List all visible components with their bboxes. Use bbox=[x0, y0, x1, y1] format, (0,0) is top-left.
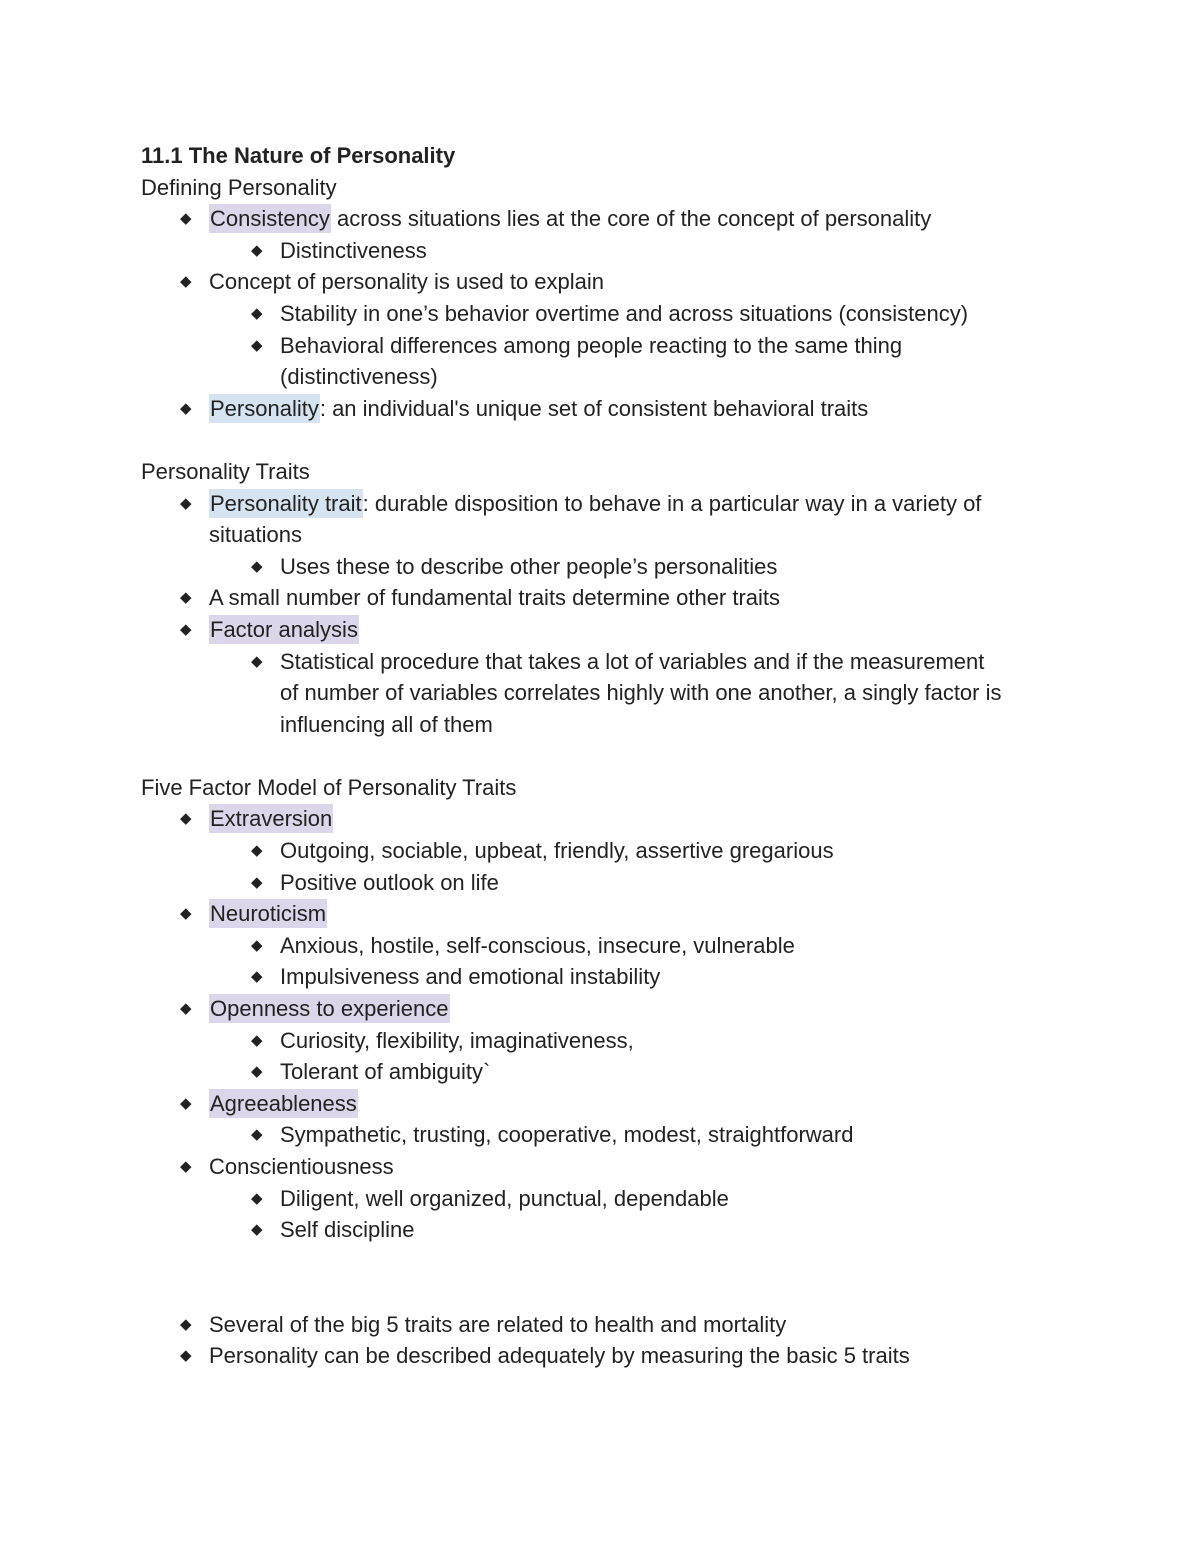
diamond-bullet-icon: ◆ bbox=[251, 968, 263, 986]
list-item bbox=[141, 993, 1101, 1025]
list-item-text: across situations lies at the core of the concept of personality bbox=[330, 206, 932, 232]
sub-list-item-text: Diligent, well organized, punctual, dependable bbox=[280, 1185, 729, 1211]
sub-list-item-continuation: (distinctiveness) bbox=[280, 364, 438, 390]
sub-list-item bbox=[141, 1119, 1101, 1151]
highlighted-term: Factor analysis bbox=[210, 616, 358, 642]
diamond-bullet-icon: ◆ bbox=[180, 1315, 192, 1333]
spacer bbox=[141, 740, 1101, 772]
list-item bbox=[141, 488, 1101, 520]
diamond-bullet-icon: ◆ bbox=[180, 494, 192, 512]
diamond-bullet-icon: ◆ bbox=[180, 620, 192, 638]
sub-list-item bbox=[141, 551, 1101, 583]
sub-list-item-text: Outgoing, sociable, upbeat, friendly, assertive gregarious bbox=[280, 838, 834, 864]
list-item bbox=[141, 614, 1101, 646]
diamond-bullet-icon: ◆ bbox=[180, 589, 192, 607]
diamond-bullet-icon: ◆ bbox=[251, 652, 263, 670]
sub-list-item-text: Positive outlook on life bbox=[280, 869, 499, 895]
diamond-bullet-icon: ◆ bbox=[251, 1031, 263, 1049]
notes-body bbox=[141, 140, 1101, 1372]
sub-list-item-text: Impulsiveness and emotional instability bbox=[280, 964, 661, 990]
sub-list-item bbox=[141, 646, 1101, 678]
sub-list-item bbox=[141, 235, 1101, 267]
diamond-bullet-icon: ◆ bbox=[251, 842, 263, 860]
list-item bbox=[141, 898, 1101, 930]
list-item-text: Conscientiousness bbox=[209, 1154, 394, 1179]
list-item-text: Several of the big 5 traits are related to health and mortality bbox=[209, 1311, 787, 1337]
page-title: 11.1 The Nature of Personality bbox=[141, 143, 456, 168]
highlighted-term: Neuroticism bbox=[210, 901, 327, 927]
list-item bbox=[141, 582, 1101, 614]
sub-list-item-text: Uses these to describe other people’s personalities bbox=[280, 553, 778, 579]
list-item bbox=[141, 1088, 1101, 1120]
sub-list-item-text: Sympathetic, trusting, cooperative, modest, straightforward bbox=[280, 1122, 854, 1148]
sub-list-item bbox=[141, 835, 1101, 867]
highlighted-term: Openness to experience bbox=[210, 996, 449, 1022]
spacer bbox=[141, 1246, 1101, 1309]
sub-list-item-continuation: influencing all of them bbox=[280, 711, 493, 737]
sub-list-item-text: Anxious, hostile, self-conscious, insecure, vulnerable bbox=[280, 932, 795, 958]
sub-list-item bbox=[141, 1025, 1101, 1057]
highlighted-term: Consistency bbox=[210, 206, 330, 232]
sub-list-item bbox=[141, 330, 1101, 362]
list-item bbox=[141, 1151, 1101, 1183]
sub-list-item bbox=[141, 1214, 1101, 1246]
sub-list-item bbox=[141, 298, 1101, 330]
diamond-bullet-icon: ◆ bbox=[180, 399, 192, 417]
list-item-text: : durable disposition to behave in a particular way in a variety of bbox=[362, 490, 982, 516]
diamond-bullet-icon: ◆ bbox=[180, 1094, 192, 1112]
section-heading-personality-traits: Personality Traits bbox=[141, 458, 310, 484]
sub-list-item-text: Curiosity, flexibility, imaginativeness, bbox=[280, 1027, 634, 1053]
sub-list-item-text: Distinctiveness bbox=[280, 237, 427, 263]
sub-list-item bbox=[141, 1056, 1101, 1088]
sub-list-item-text: Self discipline bbox=[280, 1217, 415, 1243]
sub-list-item-continuation: of number of variables correlates highly with one another, a singly factor is bbox=[280, 680, 1002, 706]
list-item-text: A small number of fundamental traits determine other traits bbox=[209, 585, 781, 611]
list-item bbox=[141, 803, 1101, 835]
diamond-bullet-icon: ◆ bbox=[180, 1000, 192, 1018]
list-item bbox=[141, 1309, 1101, 1341]
sub-list-item-text: Stability in one’s behavior overtime and across situations (consistency) bbox=[280, 300, 969, 326]
highlighted-term: Agreeableness bbox=[210, 1090, 357, 1116]
list-item bbox=[141, 393, 1101, 425]
diamond-bullet-icon: ◆ bbox=[180, 273, 192, 291]
diamond-bullet-icon: ◆ bbox=[180, 810, 192, 828]
highlighted-term: Extraversion bbox=[210, 806, 333, 832]
list-item-continuation: situations bbox=[209, 522, 302, 548]
highlighted-term: Personality bbox=[210, 395, 319, 421]
section-heading-defining-personality: Defining Personality bbox=[141, 174, 337, 200]
diamond-bullet-icon: ◆ bbox=[251, 1221, 263, 1239]
sub-list-item-text: Tolerant of ambiguity` bbox=[280, 1059, 491, 1085]
highlighted-term: Personality trait bbox=[210, 490, 362, 516]
spacer bbox=[141, 424, 1101, 456]
list-item-text: Concept of personality is used to explain bbox=[209, 269, 605, 295]
diamond-bullet-icon: ◆ bbox=[251, 557, 263, 575]
diamond-bullet-icon: ◆ bbox=[251, 336, 263, 354]
sub-list-item bbox=[141, 930, 1101, 962]
list-item bbox=[141, 266, 1101, 298]
section-heading-five-factor-model: Five Factor Model of Personality Traits bbox=[141, 774, 517, 800]
diamond-bullet-icon: ◆ bbox=[180, 905, 192, 923]
sub-list-item-text: Statistical procedure that takes a lot of variables and if the measurement bbox=[280, 648, 985, 674]
sub-list-item-text: Behavioral differences among people reacting to the same thing bbox=[280, 332, 903, 358]
diamond-bullet-icon: ◆ bbox=[251, 1063, 263, 1081]
sub-list-item bbox=[141, 1183, 1101, 1215]
diamond-bullet-icon: ◆ bbox=[251, 873, 263, 891]
list-item-text: : an individual's unique set of consistent behavioral traits bbox=[319, 395, 869, 421]
sub-list-item bbox=[141, 961, 1101, 993]
diamond-bullet-icon: ◆ bbox=[180, 210, 192, 228]
sub-list-item bbox=[141, 867, 1101, 899]
list-item-text: Personality can be described adequately by measuring the basic 5 traits bbox=[209, 1343, 910, 1369]
diamond-bullet-icon: ◆ bbox=[251, 1126, 263, 1144]
diamond-bullet-icon: ◆ bbox=[251, 1189, 263, 1207]
diamond-bullet-icon: ◆ bbox=[251, 241, 263, 259]
list-item bbox=[141, 1340, 1101, 1372]
diamond-bullet-icon: ◆ bbox=[180, 1347, 192, 1365]
diamond-bullet-icon: ◆ bbox=[251, 304, 263, 322]
list-item bbox=[141, 203, 1101, 235]
diamond-bullet-icon: ◆ bbox=[251, 936, 263, 954]
diamond-bullet-icon: ◆ bbox=[180, 1158, 192, 1175]
